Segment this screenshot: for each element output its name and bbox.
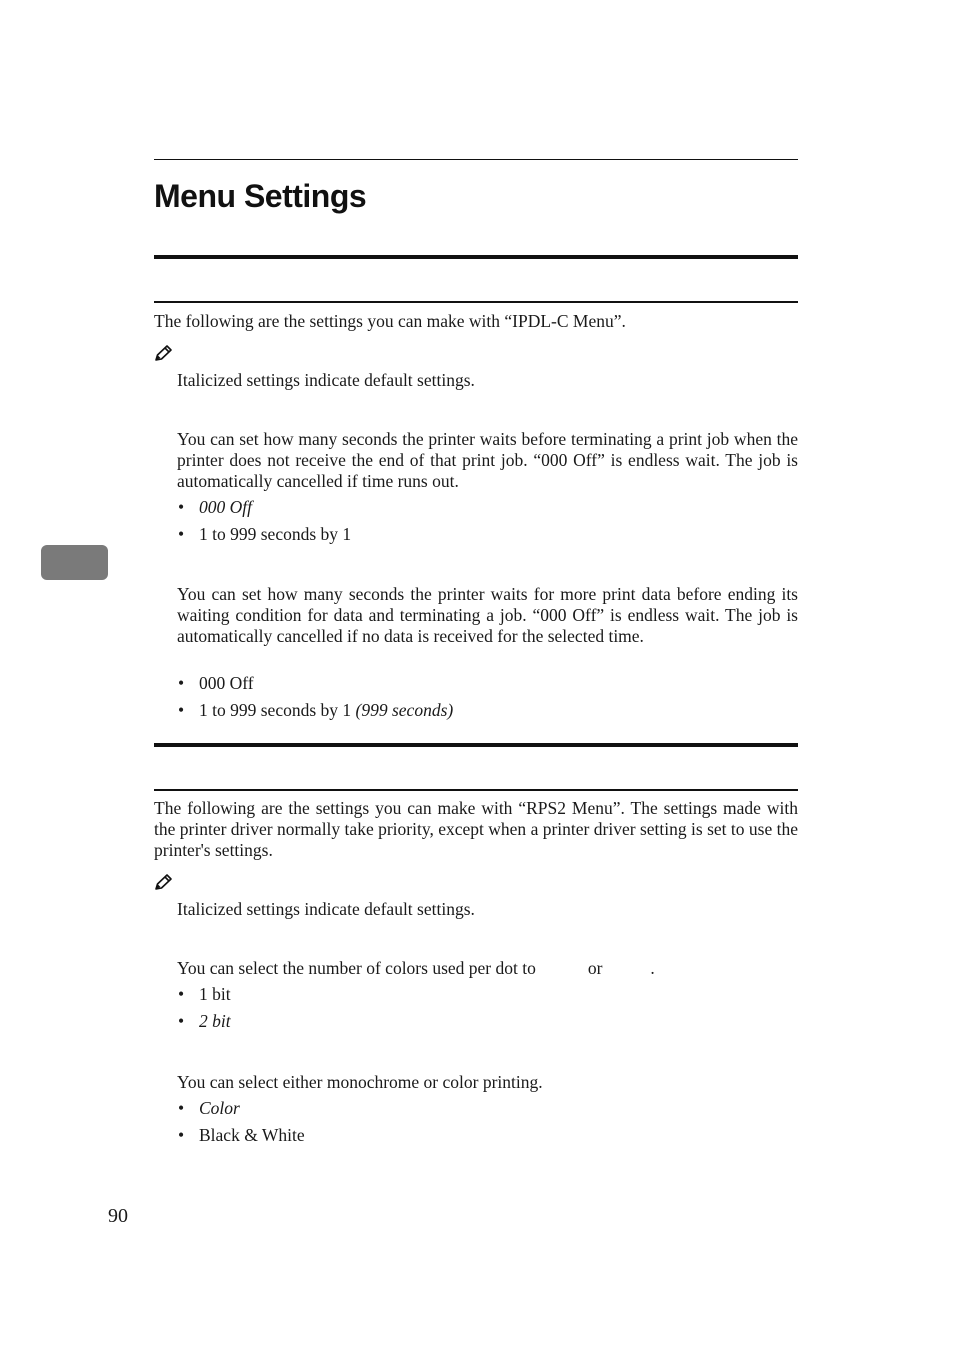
list-item [177,697,453,724]
wait-timeout-options [177,670,453,724]
ipdl-note: Italicized settings indicate default settings. [177,370,475,390]
section-rule-thick [154,255,798,259]
color-mode-options [177,1095,305,1149]
note-pencil-icon [154,873,174,891]
list-item [177,1095,305,1122]
job-timeout-options [177,494,351,548]
option-label: 1 bit [199,984,231,1004]
option-label: 1 to 999 seconds by 1 [199,524,352,544]
list-item [177,1008,231,1035]
wait-timeout-description: You can set how many seconds the printer waits for more print data before ending its waiting condition for data and terminating a job. “000 Off” is endless wait. The job is automatically cancelled if no data is received for the selected time. [177,584,798,646]
note-pencil-icon [154,344,174,362]
ipdl-intro: The following are the settings you can make with “IPDL-C Menu”. [154,311,626,331]
list-item [177,521,351,548]
description-text: . [650,958,655,978]
section-rule-thin [154,789,798,791]
list-item [177,670,453,697]
list-item [177,981,231,1008]
rps2-intro: The following are the settings you can make with “RPS2 Menu”. The settings made with the printer driver normally take priority, except when a printer driver setting is set to use the printer's settings. [154,798,798,860]
option-label: Black & White [199,1125,305,1145]
job-timeout-description: You can set how many seconds the printer waits before terminating a print job when the printer does not receive the end of that print job. “000 Off” is endless wait. The job is automatically cancelled if time runs out. [177,429,798,491]
description-text: or [587,958,603,978]
section-rule-thin [154,301,798,303]
option-default: (999 seconds) [355,700,454,720]
option-default: 000 Off [199,497,252,517]
description-text: You can select the number of colors used per dot to [177,958,536,978]
list-item [177,494,351,521]
chapter-tab [41,545,108,580]
option-label: 000 Off [199,673,254,693]
option-label: 1 to 999 seconds by 1 [199,700,352,720]
top-rule [154,159,798,160]
page-title: Menu Settings [154,178,367,214]
color-depth-description [177,958,798,979]
color-depth-options [177,981,231,1035]
option-default: Color [199,1098,240,1118]
rps2-note: Italicized settings indicate default settings. [177,899,475,919]
section-rule-thick [154,743,798,747]
list-item [177,1122,305,1149]
option-default: 2 bit [199,1011,231,1031]
color-mode-description: You can select either monochrome or color printing. [177,1072,543,1092]
page-number: 90 [108,1205,128,1227]
